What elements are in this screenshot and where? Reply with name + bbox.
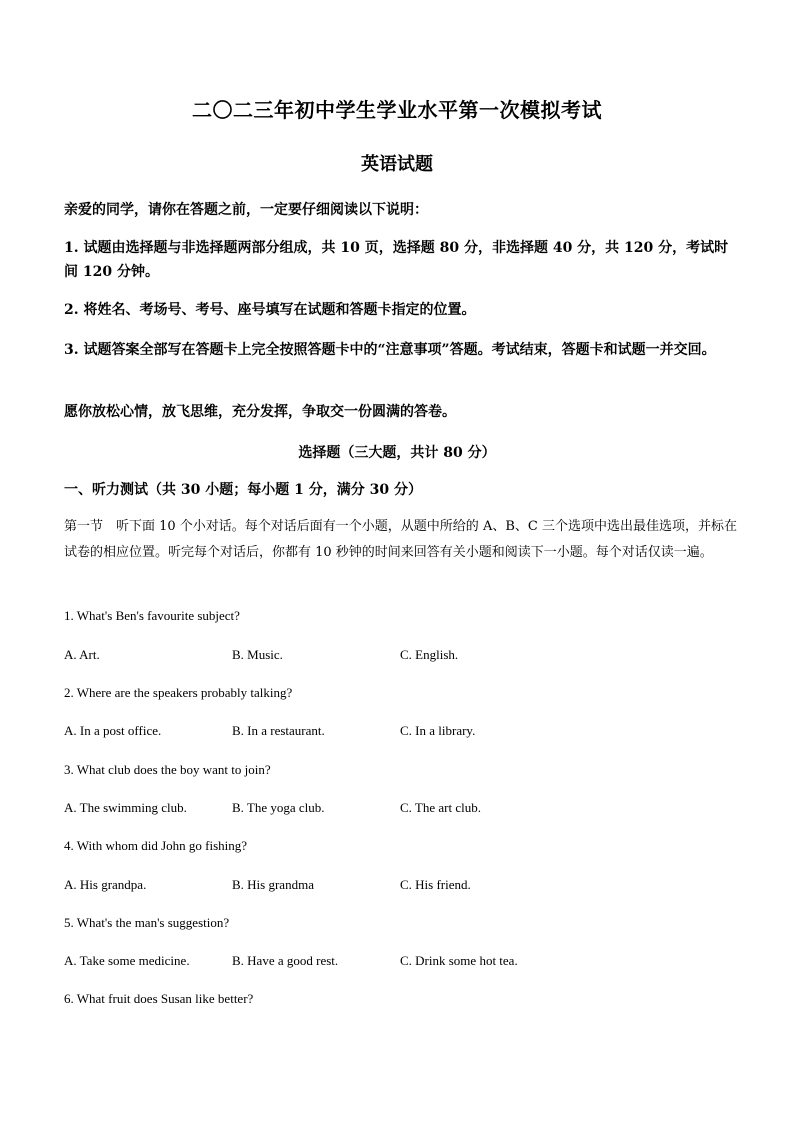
question-text: 1. What's Ben's favourite subject? xyxy=(64,608,240,623)
option-b: B. His grandma xyxy=(232,877,314,892)
option-b: B. Have a good rest. xyxy=(232,953,339,968)
instruction-item-1: 1. 试题由选择题与非选择题两部分组成，共 10 页，选择题 80 分，非选择题 40 分，共 120 分，考试时间 120 分钟。 xyxy=(64,240,729,280)
option-c: C. His friend. xyxy=(400,877,471,892)
option-b: B. The yoga club. xyxy=(232,800,325,815)
option-b: B. In a restaurant. xyxy=(232,723,325,738)
part1-directions: 第一节 听下面 10 个小对话。每个对话后面有一个小题，从题中所给的 A、B、C 三个选项中选出最佳选项，并标在试卷的相应位置。听完每个对话后，你都有 10 秒钟的时间来回答有关小题和阅读下一小题。每个对话仅读一遍。 xyxy=(64,519,737,560)
question-text: 6. What fruit does Susan like better? xyxy=(64,991,254,1006)
instruction-item-3: 3. 试题答案全部写在答题卡上完全按照答题卡中的“注意事项”答题。考试结束，答题卡和试题一并交回。 xyxy=(64,342,716,358)
option-a: A. Take some medicine. xyxy=(64,953,190,968)
option-c: C. The art club. xyxy=(400,800,481,815)
option-c: C. Drink some hot tea. xyxy=(400,953,518,968)
exam-title: 二〇二三年初中学生学业水平第一次模拟考试 xyxy=(192,98,602,122)
section-heading: 选择题（三大题，共计 80 分） xyxy=(298,445,496,461)
option-c: C. In a library. xyxy=(400,723,476,738)
question-text: 5. What's the man's suggestion? xyxy=(64,915,230,930)
option-c: C. English. xyxy=(400,647,459,662)
question-text: 4. With whom did John go fishing? xyxy=(64,838,248,853)
option-b: B. Music. xyxy=(232,647,283,662)
exam-subtitle: 英语试题 xyxy=(361,154,433,175)
part1-title: 一、听力测试（共 30 小题；每小题 1 分，满分 30 分） xyxy=(64,482,422,498)
instruction-item-2: 2. 将姓名、考场号、考号、座号填写在试题和答题卡指定的位置。 xyxy=(64,302,476,318)
question-text: 2. Where are the speakers probably talking? xyxy=(64,685,293,700)
option-a: A. In a post office. xyxy=(64,723,162,738)
instructions-greeting: 亲爱的同学，请你在答题之前，一定要仔细阅读以下说明： xyxy=(64,202,428,218)
option-a: A. His grandpa. xyxy=(64,877,147,892)
option-a: A. Art. xyxy=(64,647,100,662)
instructions-wish: 愿你放松心情，放飞思维，充分发挥，争取交一份圆满的答卷。 xyxy=(64,404,456,420)
question-text: 3. What club does the boy want to join? xyxy=(64,762,271,777)
option-a: A. The swimming club. xyxy=(64,800,187,815)
